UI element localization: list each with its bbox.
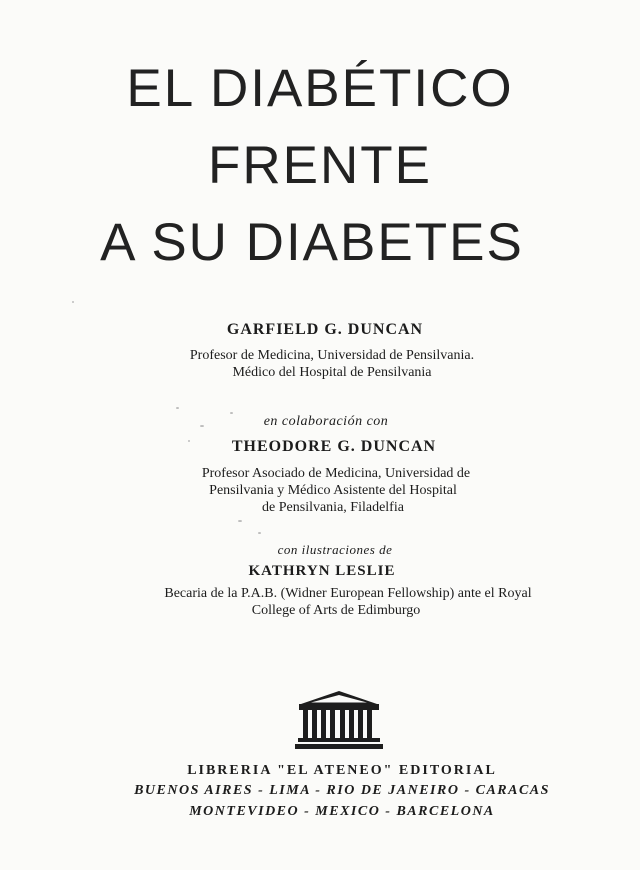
publisher-cities-1: BUENOS AIRES - LIMA - RIO DE JANEIRO - CARACAS <box>134 783 550 798</box>
scan-speck <box>230 412 233 414</box>
publisher-cities-2: MONTEVIDEO - MEXICO - BARCELONA <box>189 804 495 819</box>
coauthor-name: THEODORE G. DUNCAN <box>231 438 437 455</box>
scan-speck <box>188 440 190 442</box>
illustrator-name: KATHRYN LESLIE <box>248 563 396 579</box>
title-line-3: A SU DIABETES <box>100 213 524 272</box>
author-affiliation-1: Profesor de Medicina, Universidad de Pensilvania. <box>189 348 475 363</box>
author-affiliation-2: Médico del Hospital de Pensilvania <box>232 365 432 380</box>
publisher-name: LIBRERIA "EL ATENEO" EDITORIAL <box>187 763 497 778</box>
scan-speck <box>238 520 242 522</box>
illustrator-affiliation-2: College of Arts de Edimburgo <box>251 603 421 618</box>
temple-icon <box>293 689 385 751</box>
title-line-2: FRENTE <box>208 136 432 195</box>
coauthor-affiliation-3: de Pensilvania, Filadelfia <box>262 500 404 515</box>
author-name: GARFIELD G. DUNCAN <box>226 321 424 338</box>
coauthor-affiliation-2: Pensilvania y Médico Asistente del Hospital <box>209 483 457 498</box>
scan-speck <box>72 301 74 303</box>
illustrator-affiliation-1: Becaria de la P.A.B. (Widner European Fellowship) ante el Royal <box>164 586 532 601</box>
title-line-1: EL DIABÉTICO <box>126 59 514 118</box>
coauthor-affiliation-1: Profesor Asociado de Medicina, Universidad de <box>201 466 471 481</box>
scan-speck <box>200 425 204 427</box>
collaboration-label: en colaboración con <box>263 414 389 429</box>
scan-speck <box>176 407 179 409</box>
scan-speck <box>258 532 261 534</box>
illustrations-label: con ilustraciones de <box>277 542 393 557</box>
